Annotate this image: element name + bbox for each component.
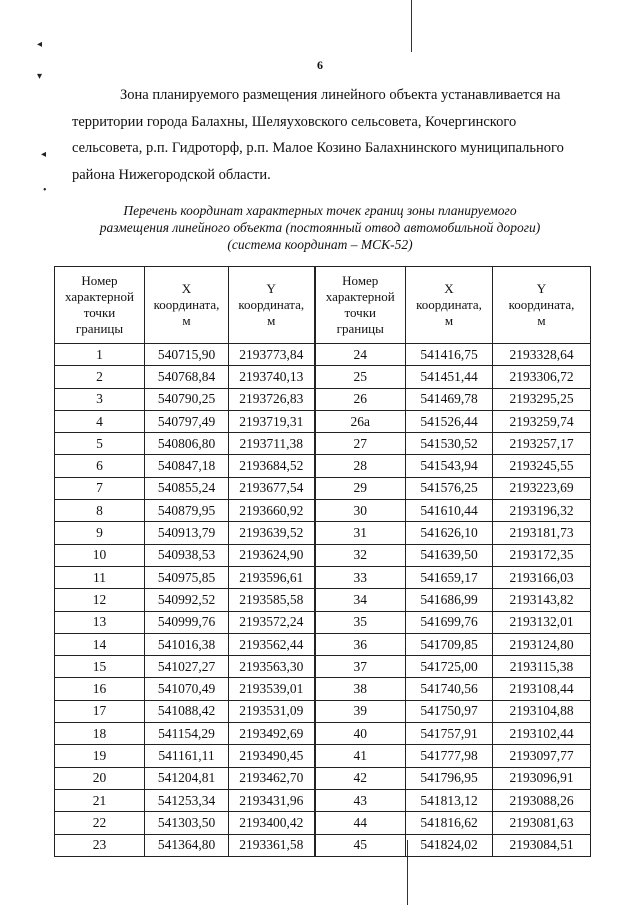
cell-y-left: 2193563,30 — [229, 656, 315, 678]
cell-y-right: 2193257,17 — [493, 433, 591, 455]
cell-point-left: 23 — [55, 834, 145, 856]
cell-point-left: 1 — [55, 344, 145, 366]
cell-y-right: 2193166,03 — [493, 566, 591, 588]
cell-y-right: 2193108,44 — [493, 678, 591, 700]
cell-point-right: 33 — [315, 566, 406, 588]
header-x-left: X координата, м — [145, 267, 229, 344]
cell-y-right: 2193096,91 — [493, 767, 591, 789]
cell-point-left: 9 — [55, 522, 145, 544]
cell-y-right: 2193084,51 — [493, 834, 591, 856]
table-row — [55, 522, 591, 544]
cell-y-left: 2193773,84 — [229, 344, 315, 366]
cell-x-left: 541364,80 — [145, 834, 229, 856]
cell-y-left: 2193462,70 — [229, 767, 315, 789]
cell-x-left: 541016,38 — [145, 633, 229, 655]
scan-mark: ▾ — [37, 71, 43, 82]
cell-y-right: 2193328,64 — [493, 344, 591, 366]
cell-x-right: 541824,02 — [406, 834, 493, 856]
page-number: 6 — [317, 58, 323, 72]
cell-point-right: 36 — [315, 633, 406, 655]
cell-point-left: 20 — [55, 767, 145, 789]
scan-mark: • — [43, 185, 47, 196]
cell-x-left: 541088,42 — [145, 700, 229, 722]
cell-x-right: 541543,94 — [406, 455, 493, 477]
cell-point-left: 18 — [55, 723, 145, 745]
cell-y-left: 2193596,61 — [229, 566, 315, 588]
table-row — [55, 834, 591, 856]
coordinates-table — [54, 266, 591, 857]
cell-y-right: 2193295,25 — [493, 388, 591, 410]
cell-point-right: 28 — [315, 455, 406, 477]
cell-point-right: 42 — [315, 767, 406, 789]
cell-x-right: 541576,25 — [406, 477, 493, 499]
cell-x-left: 540938,53 — [145, 544, 229, 566]
cell-y-left: 2193740,13 — [229, 366, 315, 388]
cell-point-right: 44 — [315, 812, 406, 834]
cell-x-left: 540797,49 — [145, 410, 229, 432]
cell-x-left: 540768,84 — [145, 366, 229, 388]
cell-point-right: 38 — [315, 678, 406, 700]
cell-y-left: 2193660,92 — [229, 500, 315, 522]
cell-point-left: 22 — [55, 812, 145, 834]
cell-y-left: 2193490,45 — [229, 745, 315, 767]
table-row — [55, 433, 591, 455]
cell-y-right: 2193097,77 — [493, 745, 591, 767]
cell-y-left: 2193585,58 — [229, 589, 315, 611]
table-row — [55, 700, 591, 722]
cell-y-right: 2193306,72 — [493, 366, 591, 388]
paragraph-line: района Нижегородской области. — [72, 166, 271, 183]
scan-line-top — [411, 0, 412, 52]
cell-point-left: 12 — [55, 589, 145, 611]
cell-x-right: 541816,62 — [406, 812, 493, 834]
cell-x-right: 541610,44 — [406, 500, 493, 522]
cell-point-left: 11 — [55, 566, 145, 588]
cell-y-right: 2193115,38 — [493, 656, 591, 678]
cell-y-right: 2193088,26 — [493, 789, 591, 811]
intro-paragraph — [72, 82, 572, 188]
table-row — [55, 789, 591, 811]
table-row — [55, 500, 591, 522]
table-row — [55, 589, 591, 611]
cell-x-right: 541740,56 — [406, 678, 493, 700]
table-row — [55, 678, 591, 700]
cell-point-left: 8 — [55, 500, 145, 522]
cell-x-left: 541253,34 — [145, 789, 229, 811]
header-x-right: X координата, м — [406, 267, 493, 344]
cell-point-right: 27 — [315, 433, 406, 455]
table-row — [55, 410, 591, 432]
cell-x-right: 541709,85 — [406, 633, 493, 655]
cell-y-left: 2193726,83 — [229, 388, 315, 410]
cell-x-left: 541154,29 — [145, 723, 229, 745]
cell-x-left: 541070,49 — [145, 678, 229, 700]
cell-point-right: 24 — [315, 344, 406, 366]
cell-x-left: 540999,76 — [145, 611, 229, 633]
cell-point-right: 32 — [315, 544, 406, 566]
cell-x-left: 541161,11 — [145, 745, 229, 767]
cell-point-left: 15 — [55, 656, 145, 678]
caption-line: размещения линейного объекта (постоянный отвод автомобильной дороги) — [99, 220, 541, 235]
cell-x-right: 541699,76 — [406, 611, 493, 633]
scan-mark: ◂ — [41, 149, 47, 160]
table-row — [55, 366, 591, 388]
cell-x-right: 541777,98 — [406, 745, 493, 767]
caption-line: Перечень координат характерных точек границ зоны планируемого — [123, 203, 517, 218]
table-row — [55, 633, 591, 655]
cell-point-left: 16 — [55, 678, 145, 700]
cell-x-right: 541796,95 — [406, 767, 493, 789]
cell-y-left: 2193431,96 — [229, 789, 315, 811]
cell-y-left: 2193684,52 — [229, 455, 315, 477]
cell-point-right: 26а — [315, 410, 406, 432]
cell-x-right: 541526,44 — [406, 410, 493, 432]
table-row — [55, 344, 591, 366]
cell-y-left: 2193531,09 — [229, 700, 315, 722]
cell-x-right: 541750,97 — [406, 700, 493, 722]
cell-x-left: 540975,85 — [145, 566, 229, 588]
cell-point-left: 13 — [55, 611, 145, 633]
table-row — [55, 544, 591, 566]
cell-x-right: 541757,91 — [406, 723, 493, 745]
cell-y-right: 2193102,44 — [493, 723, 591, 745]
table-header-row — [55, 267, 591, 344]
cell-point-right: 25 — [315, 366, 406, 388]
cell-y-right: 2193196,32 — [493, 500, 591, 522]
cell-x-left: 541303,50 — [145, 812, 229, 834]
cell-point-left: 17 — [55, 700, 145, 722]
table-row — [55, 812, 591, 834]
cell-x-left: 540806,80 — [145, 433, 229, 455]
cell-y-left: 2193361,58 — [229, 834, 315, 856]
cell-x-left: 540847,18 — [145, 455, 229, 477]
cell-y-left: 2193624,90 — [229, 544, 315, 566]
cell-point-right: 34 — [315, 589, 406, 611]
cell-x-left: 541027,27 — [145, 656, 229, 678]
cell-y-left: 2193539,01 — [229, 678, 315, 700]
cell-y-left: 2193711,38 — [229, 433, 315, 455]
paragraph-line: Зона планируемого размещения линейного объекта устанавливается на — [120, 87, 561, 103]
caption-line: (система координат – МСК-52) — [227, 237, 413, 252]
cell-x-left: 540879,95 — [145, 500, 229, 522]
cell-y-left: 2193639,52 — [229, 522, 315, 544]
cell-y-right: 2193124,80 — [493, 633, 591, 655]
cell-point-right: 40 — [315, 723, 406, 745]
cell-x-right: 541813,12 — [406, 789, 493, 811]
table-row — [55, 745, 591, 767]
table-caption — [60, 202, 580, 253]
cell-y-left: 2193572,24 — [229, 611, 315, 633]
cell-x-right: 541686,99 — [406, 589, 493, 611]
cell-point-left: 14 — [55, 633, 145, 655]
cell-point-left: 3 — [55, 388, 145, 410]
cell-x-right: 541451,44 — [406, 366, 493, 388]
table-body — [55, 344, 591, 857]
table-row — [55, 656, 591, 678]
cell-point-right: 43 — [315, 789, 406, 811]
cell-point-right: 37 — [315, 656, 406, 678]
cell-point-right: 29 — [315, 477, 406, 499]
header-y-left: Y координата, м — [229, 267, 315, 344]
cell-point-right: 41 — [315, 745, 406, 767]
cell-point-left: 4 — [55, 410, 145, 432]
cell-y-left: 2193562,44 — [229, 633, 315, 655]
cell-point-left: 10 — [55, 544, 145, 566]
cell-x-right: 541469,78 — [406, 388, 493, 410]
cell-y-left: 2193719,31 — [229, 410, 315, 432]
cell-x-left: 540992,52 — [145, 589, 229, 611]
table-row — [55, 455, 591, 477]
cell-x-left: 540855,24 — [145, 477, 229, 499]
cell-x-right: 541530,52 — [406, 433, 493, 455]
cell-x-right: 541626,10 — [406, 522, 493, 544]
cell-x-right: 541725,00 — [406, 656, 493, 678]
cell-point-left: 21 — [55, 789, 145, 811]
table-row — [55, 566, 591, 588]
cell-y-right: 2193172,35 — [493, 544, 591, 566]
cell-y-right: 2193181,73 — [493, 522, 591, 544]
cell-x-left: 541204,81 — [145, 767, 229, 789]
cell-x-left: 540913,79 — [145, 522, 229, 544]
cell-y-right: 2193223,69 — [493, 477, 591, 499]
cell-y-left: 2193677,54 — [229, 477, 315, 499]
scan-mark: ◂ — [37, 39, 43, 50]
cell-y-right: 2193081,63 — [493, 812, 591, 834]
cell-point-right: 35 — [315, 611, 406, 633]
cell-y-right: 2193132,01 — [493, 611, 591, 633]
table-row — [55, 611, 591, 633]
paragraph-line: сельсовета, р.п. Гидроторф, р.п. Малое Козино Балахнинского муниципального — [72, 140, 564, 156]
cell-point-right: 30 — [315, 500, 406, 522]
cell-y-left: 2193492,69 — [229, 723, 315, 745]
cell-point-left: 6 — [55, 455, 145, 477]
header-point-left: Номер характерной точки границы — [55, 267, 145, 344]
cell-point-left: 2 — [55, 366, 145, 388]
header-point-right: Номер характерной точки границы — [315, 267, 406, 344]
cell-point-left: 5 — [55, 433, 145, 455]
cell-x-right: 541416,75 — [406, 344, 493, 366]
header-y-right: Y координата, м — [493, 267, 591, 344]
cell-x-right: 541639,50 — [406, 544, 493, 566]
cell-point-right: 45 — [315, 834, 406, 856]
cell-y-right: 2193104,88 — [493, 700, 591, 722]
cell-y-right: 2193245,55 — [493, 455, 591, 477]
paragraph-line: территории города Балахны, Шеляуховского сельсовета, Кочергинского — [72, 113, 517, 130]
cell-point-right: 31 — [315, 522, 406, 544]
cell-point-left: 7 — [55, 477, 145, 499]
cell-x-right: 541659,17 — [406, 566, 493, 588]
cell-y-left: 2193400,42 — [229, 812, 315, 834]
cell-y-right: 2193143,82 — [493, 589, 591, 611]
table-row — [55, 767, 591, 789]
cell-y-right: 2193259,74 — [493, 410, 591, 432]
cell-point-right: 39 — [315, 700, 406, 722]
cell-x-left: 540715,90 — [145, 344, 229, 366]
cell-point-left: 19 — [55, 745, 145, 767]
cell-x-left: 540790,25 — [145, 388, 229, 410]
table-row — [55, 723, 591, 745]
table-row — [55, 388, 591, 410]
cell-point-right: 26 — [315, 388, 406, 410]
table-row — [55, 477, 591, 499]
